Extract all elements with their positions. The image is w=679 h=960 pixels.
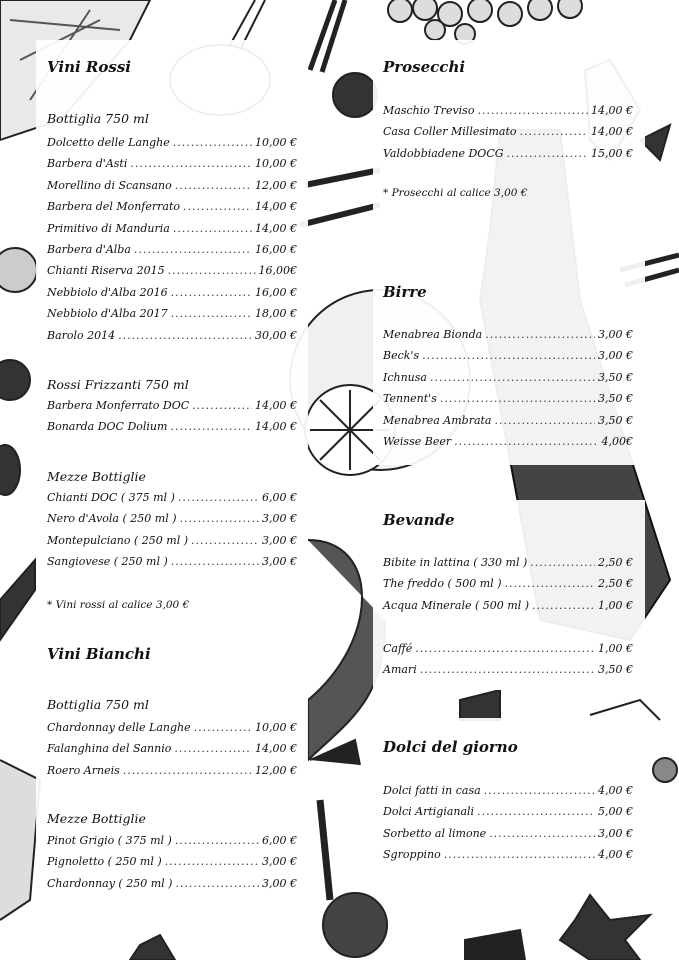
bevande-row [383,556,633,569]
birre-row [383,414,633,427]
dot-leader [171,555,259,568]
menu-item-price: 3,00 € [262,855,297,869]
menu-item-name: Bonarda DOC Dolium [47,420,168,434]
menu-item-price: 3,50 € [598,392,633,406]
menu-item-price: 3,00 € [598,349,633,363]
menu-item-price: 1,00 € [598,642,633,655]
menu-item-price: 12,00 € [255,763,297,777]
orange-illustration [333,73,377,117]
dot-leader [507,147,588,160]
menu-item-price: 2,50 € [598,556,633,569]
vini-bianchi-mezze-row [47,877,297,890]
dot-leader [430,371,595,384]
menu-item-price: 3,50 € [598,370,633,384]
vini-rossi-row [47,329,297,342]
dolci-row [383,805,633,818]
menu-item-price: 14,00 € [591,125,633,139]
menu-item-price: 5,00 € [598,805,633,819]
menu-item-name: Dolci Artigianali [383,805,475,819]
dot-leader [505,577,596,590]
menu-item-name: Sgroppino [383,848,441,862]
menu-item-name: Chardonnay delle Langhe [47,721,191,734]
menu-item-price: 14,00 € [255,399,297,412]
menu-item-name: Barbera d'Asti [47,157,128,171]
dot-leader [171,286,252,299]
menu-item-name: Menabrea Ambrata [383,413,492,427]
vini-rossi-mezze-subtitle: Mezze Bottiglie [47,469,146,484]
bevande-extra-row [383,663,633,676]
menu-item-name: Barbera del Monferrato [47,200,180,214]
menu-item-price: 4,00 € [598,848,633,862]
dot-leader [123,764,252,777]
cinnamon-illustration [310,0,345,72]
menu-item-name: Casa Coller Millesimato [383,125,517,139]
birre-row [383,349,633,362]
vini-rossi-bottiglia-subtitle: Bottiglia 750 ml [47,111,149,126]
bevande-heading: Bevande [383,511,455,529]
birre-row [383,435,633,448]
dolci-heading: Dolci del giorno [383,738,518,756]
menu-item-price: 3,00 € [262,876,297,890]
dot-leader [174,742,252,755]
vini-rossi-row [47,264,297,277]
dot-leader [134,243,252,256]
dot-leader [495,414,596,427]
menu-item-name: Roero Arneis [47,763,120,777]
dot-leader [191,534,259,547]
dot-leader [183,200,252,213]
dolci-row [383,848,633,861]
dot-leader [530,556,595,569]
menu-item-name: Weisse Beer [383,435,452,448]
menu-item-name: Chianti DOC ( 375 ml ) [47,491,175,504]
menu-item-price: 16,00 € [255,243,297,256]
vini-rossi-row [47,307,297,320]
menu-item-price: 3,00 € [262,512,297,526]
prosecchi-calice-note: * Prosecchi al calice 3,00 € [383,187,528,199]
menu-item-name: The freddo ( 500 ml ) [383,577,502,591]
menu-item-name: Tennent's [383,392,437,406]
menu-item-price: 14,00 € [255,221,297,235]
rossi-frizzanti-subtitle: Rossi Frizzanti 750 ml [47,377,189,392]
vini-rossi-mezze-row [47,534,297,547]
prosecchi-row [383,147,633,160]
vini-bianchi-row [47,721,297,734]
menu-item-name: Morellino di Scansano [47,178,172,192]
menu-item-price: 1,00 € [598,598,633,612]
vini-bianchi-bottiglia-subtitle: Bottiglia 750 ml [47,697,149,712]
menu-item-price: 3,00 € [262,555,297,569]
menu-item-name: Montepulciano ( 250 ml ) [47,533,189,547]
menu-item-price: 2,50 € [598,577,633,591]
menu-item-name: Nebbiolo d'Alba 2016 [47,285,168,299]
dot-leader [194,721,252,734]
dot-leader [454,435,598,448]
prosecchi-row [383,104,633,117]
menu-item-price: 14,00 € [591,104,633,117]
dolci-row [383,827,633,840]
dot-leader [485,328,595,341]
vini-rossi-mezze-row [47,491,297,504]
menu-item-price: 10,00 € [255,157,297,171]
dot-leader [175,834,259,847]
dot-leader [130,157,252,170]
vini-bianchi-mezze-row [47,834,297,847]
menu-item-price: 6,00 € [262,491,297,504]
menu-item-price: 16,00 € [255,285,297,299]
vini-rossi-mezze-row [47,555,297,568]
menu-item-name: Barolo 2014 [47,328,116,342]
birre-row [383,392,633,405]
dot-leader [178,491,259,504]
menu-item-name: Dolcetto delle Langhe [47,136,170,149]
prosecchi-heading: Prosecchi [383,58,466,76]
menu-item-price: 3,00 € [262,533,297,547]
birre-row [383,328,633,341]
menu-item-price: 15,00 € [591,146,633,160]
prosecchi-row [383,125,633,138]
vini-bianchi-mezze-row [47,855,297,868]
menu-item-name: Chianti Riserva 2015 [47,264,165,278]
menu-item-price: 16,00€ [258,264,297,278]
vini-rossi-row [47,179,297,192]
birre-heading: Birre [383,283,427,301]
menu-item-price: 6,00 € [262,834,297,847]
vini-bianchi-heading: Vini Bianchi [47,645,151,663]
dot-leader [489,827,595,840]
dot-leader [180,512,259,525]
dot-leader [118,329,252,342]
menu-item-name: Nebbiolo d'Alba 2017 [47,307,168,321]
menu-item-name: Primitivo di Manduria [47,221,170,235]
dot-leader [444,848,595,861]
menu-item-name: Maschio Treviso [383,104,475,117]
menu-item-price: 3,50 € [598,663,633,677]
dot-leader [422,349,595,362]
vini-rossi-row [47,157,297,170]
dot-leader [165,855,259,868]
menu-item-price: 14,00 € [255,420,297,434]
rossi-frizzanti-row [47,420,297,433]
menu-item-name: Bibite in lattina ( 330 ml ) [383,556,528,569]
menu-item-price: 3,00 € [598,826,633,840]
dot-leader [170,420,252,433]
menu-item-name: Barbera Monferrato DOC [47,399,190,412]
vini-bianchi-row [47,764,297,777]
menu-item-name: Sangiovese ( 250 ml ) [47,555,168,569]
menu-item-name: Barbera d'Alba [47,243,131,256]
vini-rossi-row [47,286,297,299]
menu-item-name: Beck's [383,349,420,363]
menu-item-name: Pinot Grigio ( 375 ml ) [47,834,172,847]
rossi-frizzanti-row [47,399,297,412]
menu-item-name: Acqua Minerale ( 500 ml ) [383,598,530,612]
birre-row [383,371,633,384]
menu-item-price: 4,00€ [601,435,633,448]
menu-item-name: Nero d'Avola ( 250 ml ) [47,512,177,526]
menu-item-name: Chardonnay ( 250 ml ) [47,876,173,890]
bevande-row [383,577,633,590]
menu-item-name: Ichnusa [383,370,427,384]
menu-item-price: 12,00 € [255,178,297,192]
menu-item-price: 3,50 € [598,413,633,427]
vini-rossi-mezze-row [47,512,297,525]
dot-leader [173,222,252,235]
dot-leader [171,307,252,320]
dot-leader [168,264,256,277]
menu-item-name: Pignoletto ( 250 ml ) [47,855,162,869]
vini-rossi-row [47,243,297,256]
dolci-row [383,784,633,797]
menu-item-price: 3,00 € [598,328,633,341]
dot-leader [477,805,595,818]
menu-item-price: 30,00 € [255,328,297,342]
menu-item-name: Sorbetto al limone [383,826,487,840]
dot-leader [175,877,259,890]
vini-rossi-row [47,222,297,235]
star-anise-illustration [560,895,650,960]
vini-rossi-calice-note: * Vini rossi al calice 3,00 € [47,599,190,611]
menu-item-price: 14,00 € [255,200,297,214]
menu-item-name: Menabrea Bionda [383,328,483,341]
vini-rossi-row [47,136,297,149]
dot-leader [477,104,588,117]
dot-leader [173,136,252,149]
vini-rossi-row [47,200,297,213]
menu-item-price: 10,00 € [255,721,297,734]
menu-item-price: 14,00 € [255,742,297,756]
menu-item-name: Valdobbiadene DOCG [383,146,504,160]
dot-leader [420,663,595,676]
dot-leader [192,399,252,412]
dot-leader [440,392,595,405]
vini-bianchi-mezze-subtitle: Mezze Bottiglie [47,811,146,826]
grapes-illustration [388,0,582,44]
menu-item-name: Caffé [383,642,413,655]
dot-leader [415,642,595,655]
bevande-extra-row [383,642,633,655]
vini-bianchi-row [47,742,297,755]
menu-item-price: 10,00 € [255,136,297,149]
menu-item-price: 4,00 € [598,784,633,797]
vini-rossi-heading: Vini Rossi [47,58,131,76]
bevande-row [383,599,633,612]
dot-leader [175,179,252,192]
menu-item-name: Amari [383,663,417,677]
dot-leader [532,599,595,612]
dot-leader [520,125,588,138]
menu-item-price: 18,00 € [255,307,297,321]
menu-item-name: Dolci fatti in casa [383,784,481,797]
dot-leader [484,784,595,797]
menu-item-name: Falanghina del Sannio [47,742,172,756]
